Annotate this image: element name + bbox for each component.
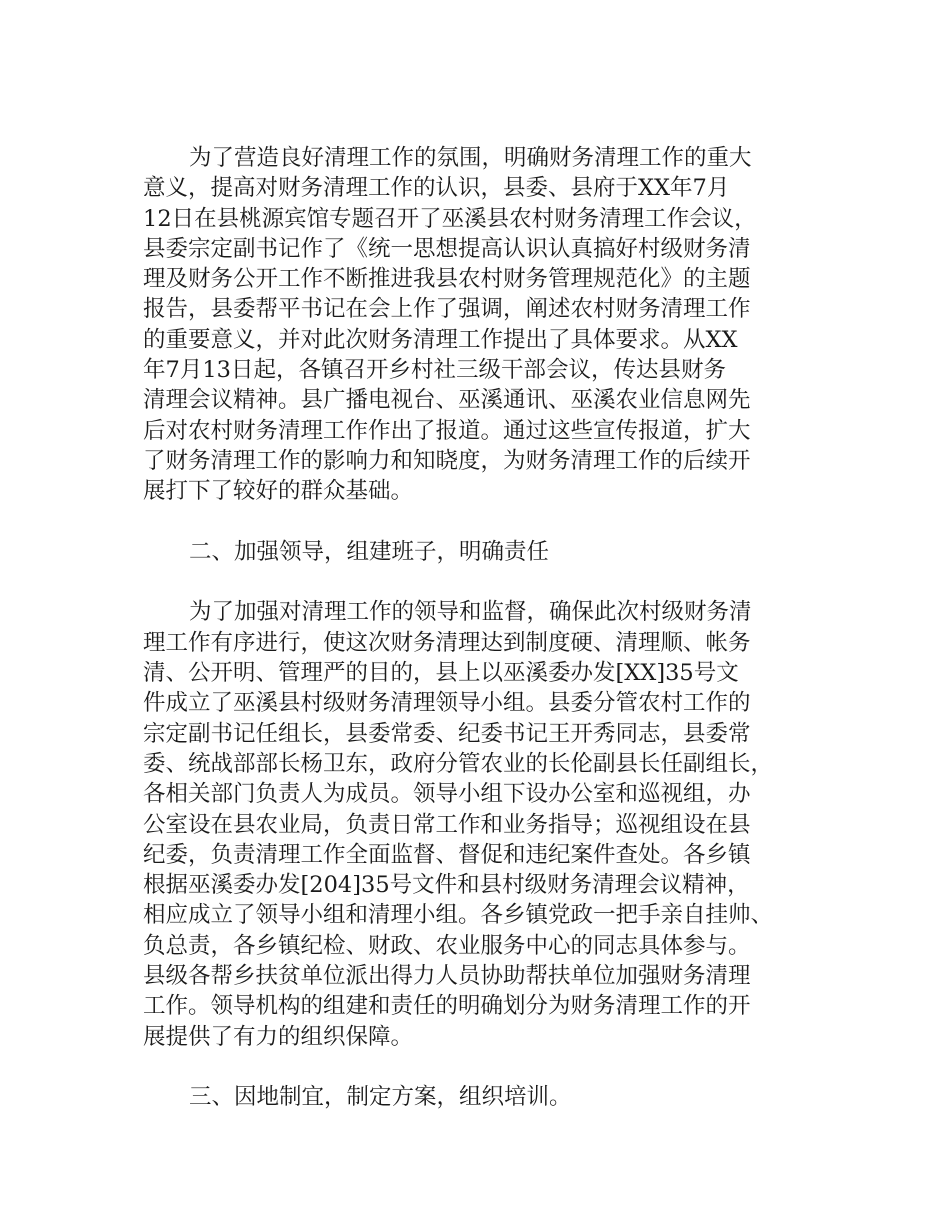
paragraph-leadership <box>143 597 813 1051</box>
text-line: 了财务清理工作的影响力和知晓度，为财务清理工作的后续开 <box>143 447 751 474</box>
text-line: 理工作有序进行，使这次财务清理达到制度硬、清理顺、帐务 <box>143 629 751 656</box>
text-line: 为了营造良好清理工作的氛围，明确财务清理工作的重大 <box>189 145 752 171</box>
text-line: 宗定副书记任组长，县委常委、纪委书记王开秀同志，县委常 <box>143 720 751 747</box>
paragraph-organize-atmosphere <box>143 143 813 507</box>
text-line: 的重要意义，并对此次财务清理工作提出了具体要求。从XX <box>143 326 738 353</box>
text-line: 理及财务公开工作不断推进我县农村财务管理规范化》的主题 <box>143 266 751 293</box>
text-line: 公室设在县农业局，负责日常工作和业务指导；巡视组设在县 <box>143 811 751 838</box>
paragraph-spacer <box>143 567 813 597</box>
text-line: 相应成立了领导小组和清理小组。各乡镇党政一把手亲自挂帅、 <box>143 902 774 929</box>
text-line: 委、统战部部长杨卫东，政府分管农业的长伦副县长任副组长， <box>143 750 774 777</box>
text-line: 年7月13日起，各镇召开乡村社三级干部会议，传达县财务 <box>143 357 726 384</box>
text-line: 展提供了有力的组织保障。 <box>143 1023 414 1050</box>
text-line: 工作。领导机构的组建和责任的明确划分为财务清理工作的开 <box>143 993 751 1020</box>
text-line: 报告，县委帮平书记在会上作了强调，阐述农村财务清理工作 <box>143 296 751 323</box>
paragraph-spacer <box>143 1052 813 1082</box>
document-body <box>143 143 813 1113</box>
text-line: 清、公开明、管理严的目的，县上以巫溪委办发[XX]35号文 <box>143 660 739 687</box>
section-heading-3: 三、因地制宜，制定方案，组织培训。 <box>189 1084 572 1111</box>
section-heading-2: 二、加强领导，组建班子，明确责任 <box>189 538 550 565</box>
text-line: 纪委，负责清理工作全面监督、督促和违纪案件查处。各乡镇 <box>143 841 751 868</box>
text-line: 负总责，各乡镇纪检、财政、农业服务中心的同志具体参与。 <box>143 932 751 959</box>
text-line: 为了加强对清理工作的领导和监督，确保此次村级财务清 <box>189 599 752 626</box>
text-line: 后对农村财务清理工作作出了报道。通过这些宣传报道，扩大 <box>143 417 751 444</box>
text-line: 意义，提高对财务清理工作的认识，县委、县府于XX年7月 <box>143 175 730 202</box>
text-line: 各相关部门负责人为成员。领导小组下设办公室和巡视组，办 <box>143 781 751 808</box>
paragraph-spacer <box>143 507 813 537</box>
text-line: 展打下了较好的群众基础。 <box>143 478 414 505</box>
text-line: 件成立了巫溪县村级财务清理领导小组。县委分管农村工作的 <box>143 690 751 717</box>
text-line: 清理会议精神。县广播电视台、巫溪通讯、巫溪农业信息网先 <box>143 387 751 414</box>
text-line: 12日在县桃源宾馆专题召开了巫溪县农村财务清理工作会议， <box>143 205 757 232</box>
text-line: 县委宗定副书记作了《统一思想提高认识认真搞好村级财务清 <box>143 235 751 262</box>
text-line: 根据巫溪委办发[204]35号文件和县村级财务清理会议精神， <box>143 872 750 899</box>
text-line: 县级各帮乡扶贫单位派出得力人员协助帮扶单位加强财务清理 <box>143 963 751 990</box>
